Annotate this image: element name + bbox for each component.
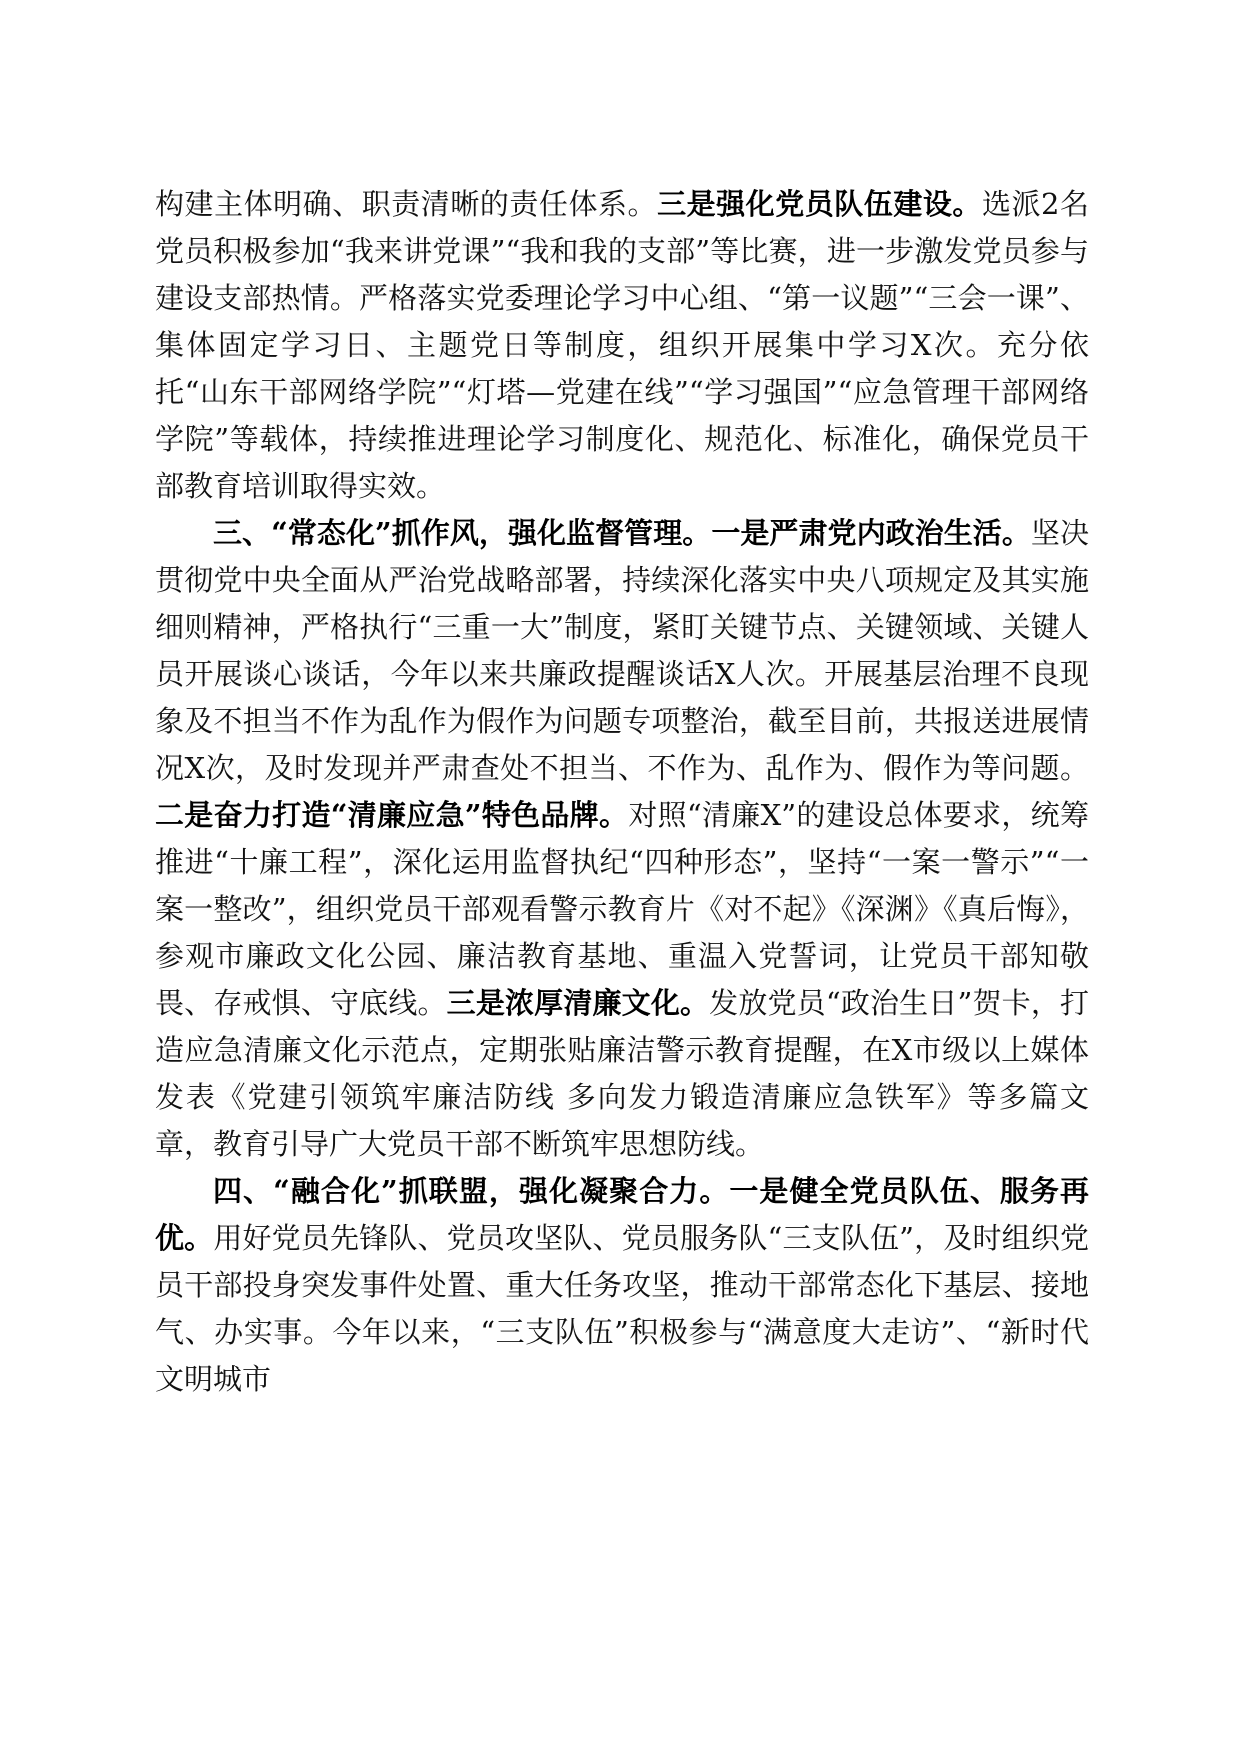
bold-heading-run: 二是奋力打造“清廉应急”特色品牌。 (155, 798, 629, 832)
section-heading-run: 三、“常态化”抓作风，强化监督管理。一是严肃党内政治生活。 (213, 516, 1031, 550)
text-run: 选派2名党员积极参加“我来讲党课”“我和我的支部”等比赛，进一步激发党员参与建设支部热情。严格落实党委理论学习中心组、“第一议题”“三会一课”、集体固定学习日、主题党日等制度，组织开展集中学习X次。充分依托“山东干部网络学院”“灯塔—党建在线”“学习强国”“应急管理干部网络学院”等载体，持续推进理论学习制度化、规范化、标准化，确保党员干部教育培训取得实效。 (155, 187, 1089, 503)
text-run: 用好党员先锋队、党员攻坚队、党员服务队“三支队伍”，及时组织党员干部投身突发事件处置、重大任务攻坚，推动干部常态化下基层、接地气、办实事。今年以来，“三支队伍”积极参与“满意度大走访”、“新时代文明城市 (155, 1221, 1089, 1396)
text-run: 构建主体明确、职责清晰的责任体系。 (155, 187, 658, 221)
bold-heading-run: 三是强化党员队伍建设。 (657, 187, 982, 221)
text-run: 坚决贯彻党中央全面从严治党战略部署，持续深化落实中央八项规定及其实施细则精神，严格执行“三重一大”制度，紧盯关键节点、关键领域、关键人员开展谈心谈话，今年以来共廉政提醒谈话X人次。开展基层治理不良现象及不担当不作为乱作为假作为问题专项整治，截至目前，共报送进展情况X次，及时发现并严肃查处不担当、不作为、乱作为、假作为等问题。 (155, 516, 1089, 785)
text-run: 对照“清廉X”的建设总体要求，统筹推进“十廉工程”，深化运用监督执纪“四种形态”，坚持“一案一警示”“一案一整改”，组织党员干部观看警示教育片《对不起》《深渊》《真后悔》，参观市廉政文化公园、廉洁教育基地、重温入党誓词，让党员干部知敬畏、存戒惧、守底线。 (155, 798, 1089, 1020)
paragraph-section-three (155, 510, 1089, 1168)
paragraph-section-four (155, 1168, 1089, 1403)
document-page (155, 181, 1089, 1403)
paragraph-party-team-building (155, 181, 1089, 510)
section-heading-run: 四、“融合化”抓联盟，强化凝聚合力。一是健全党员队伍、服务再优。 (155, 1174, 1089, 1255)
bold-heading-run: 三是浓厚清廉文化。 (446, 986, 710, 1020)
text-run: 发放党员“政治生日”贺卡，打造应急清廉文化示范点，定期张贴廉洁警示教育提醒，在X市级以上媒体发表《党建引领筑牢廉洁防线 多向发力锻造清廉应急铁军》等多篇文章，教育引导广大党员干部不断筑牢思想防线。 (155, 986, 1089, 1161)
